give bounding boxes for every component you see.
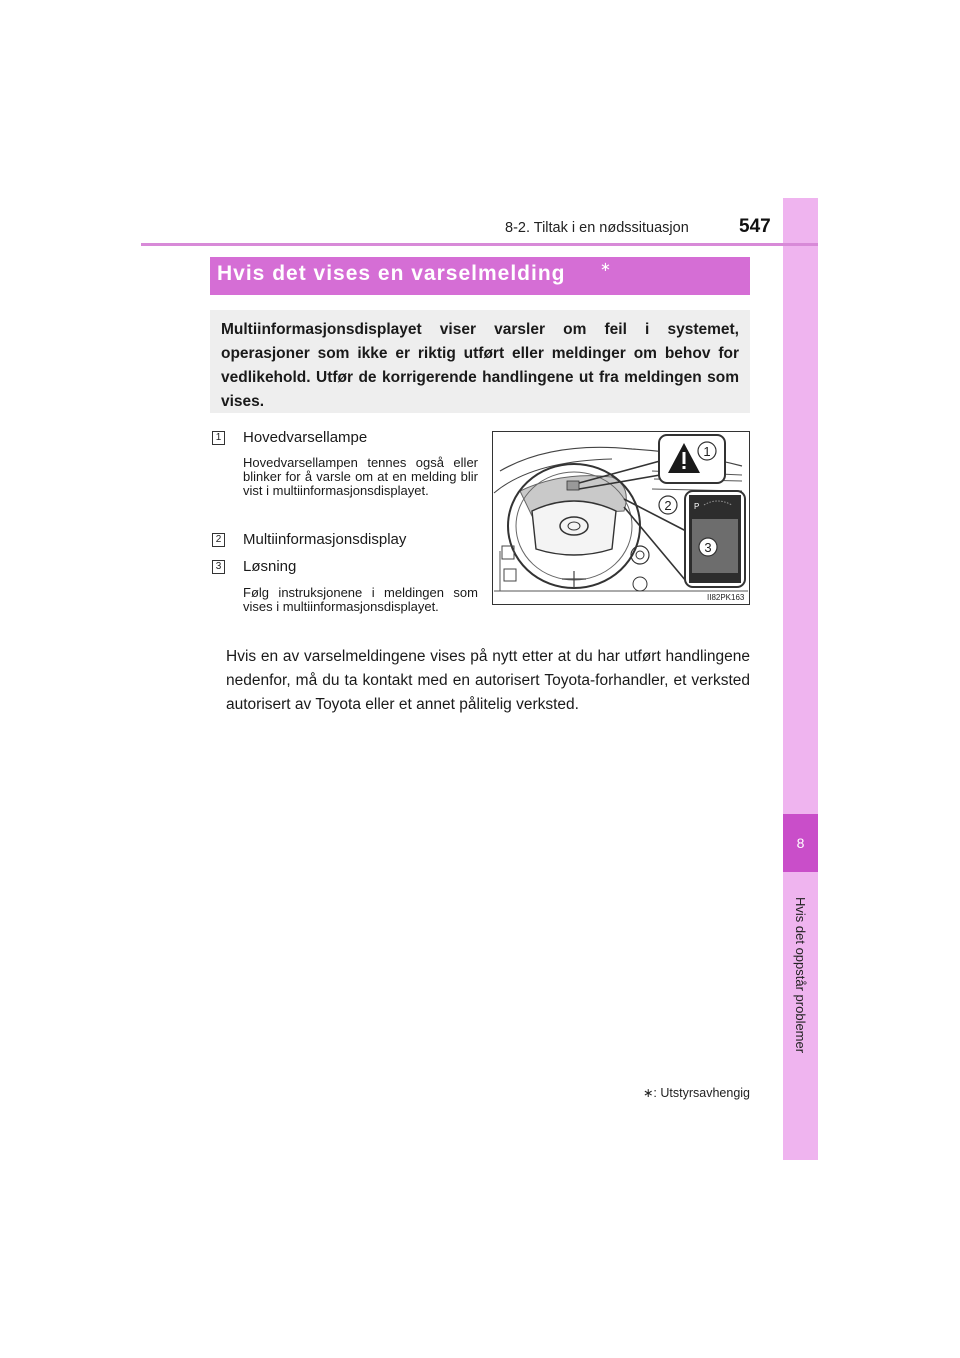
item-badge-3: 3 — [212, 560, 225, 574]
item-desc-1: Hovedvarsellampen tennes også eller blinker for å varsle om at en melding blir vist i multiinformasjonsdisplayet. — [243, 455, 478, 498]
display-gear-indicator: P — [694, 502, 700, 511]
page-number: 547 — [739, 216, 771, 237]
intro-text: Multiinformasjonsdisplayet viser varsler om feil i systemet, operasjoner som ikke er riktig utført eller meldinger om behov for vedlikehold. Utfør de korrigerende handlingene ut fra meldingen som vises. — [221, 321, 739, 410]
warning-exclamation — [683, 452, 686, 464]
section-header: 8-2. Tiltak i en nødssituasjon — [505, 220, 689, 236]
header-rule — [141, 243, 818, 246]
page-title-bar — [210, 257, 750, 295]
footnote-equipment: ∗: Utstyrsavhengig — [642, 1086, 750, 1100]
steering-wheel-hub — [532, 501, 616, 555]
item-badge-2: 2 — [212, 533, 225, 547]
item-title-1: Hovedvarsellampe — [243, 429, 368, 446]
title-asterisk: ∗ — [600, 259, 611, 274]
chapter-number-tab[interactable] — [783, 814, 818, 872]
item-badge-1: 1 — [212, 431, 225, 445]
body-paragraph: Hvis en av varselmeldingene vises på nytt etter at du har utført handlingene nedenfor, må du ta kontakt med en autorisert Toyota-forhandler, et verksted autorisert av Toyota eller et annet pålitelig verksted. — [226, 648, 750, 713]
figure-code: II82PK163 — [707, 593, 745, 602]
item-desc-3: Følg instruksjonene i meldingen som vises i multiinformasjonsdisplayet. — [243, 585, 478, 614]
callout-label-3: 3 — [704, 540, 712, 555]
warning-exclamation-dot — [683, 466, 686, 469]
intro-box — [210, 310, 750, 413]
item-title-3: Løsning — [243, 558, 297, 575]
page-title: Hvis det vises en varselmelding — [217, 262, 566, 285]
chapter-title-vertical: Hvis det oppstår problemer — [793, 896, 808, 1054]
dashboard-illustration — [492, 431, 750, 605]
callout-label-2: 2 — [664, 498, 672, 513]
item-title-2: Multiinformasjonsdisplay — [243, 531, 407, 548]
callout-label-1: 1 — [703, 444, 711, 459]
master-warning-lamp — [567, 481, 579, 490]
chapter-number: 8 — [796, 835, 805, 851]
